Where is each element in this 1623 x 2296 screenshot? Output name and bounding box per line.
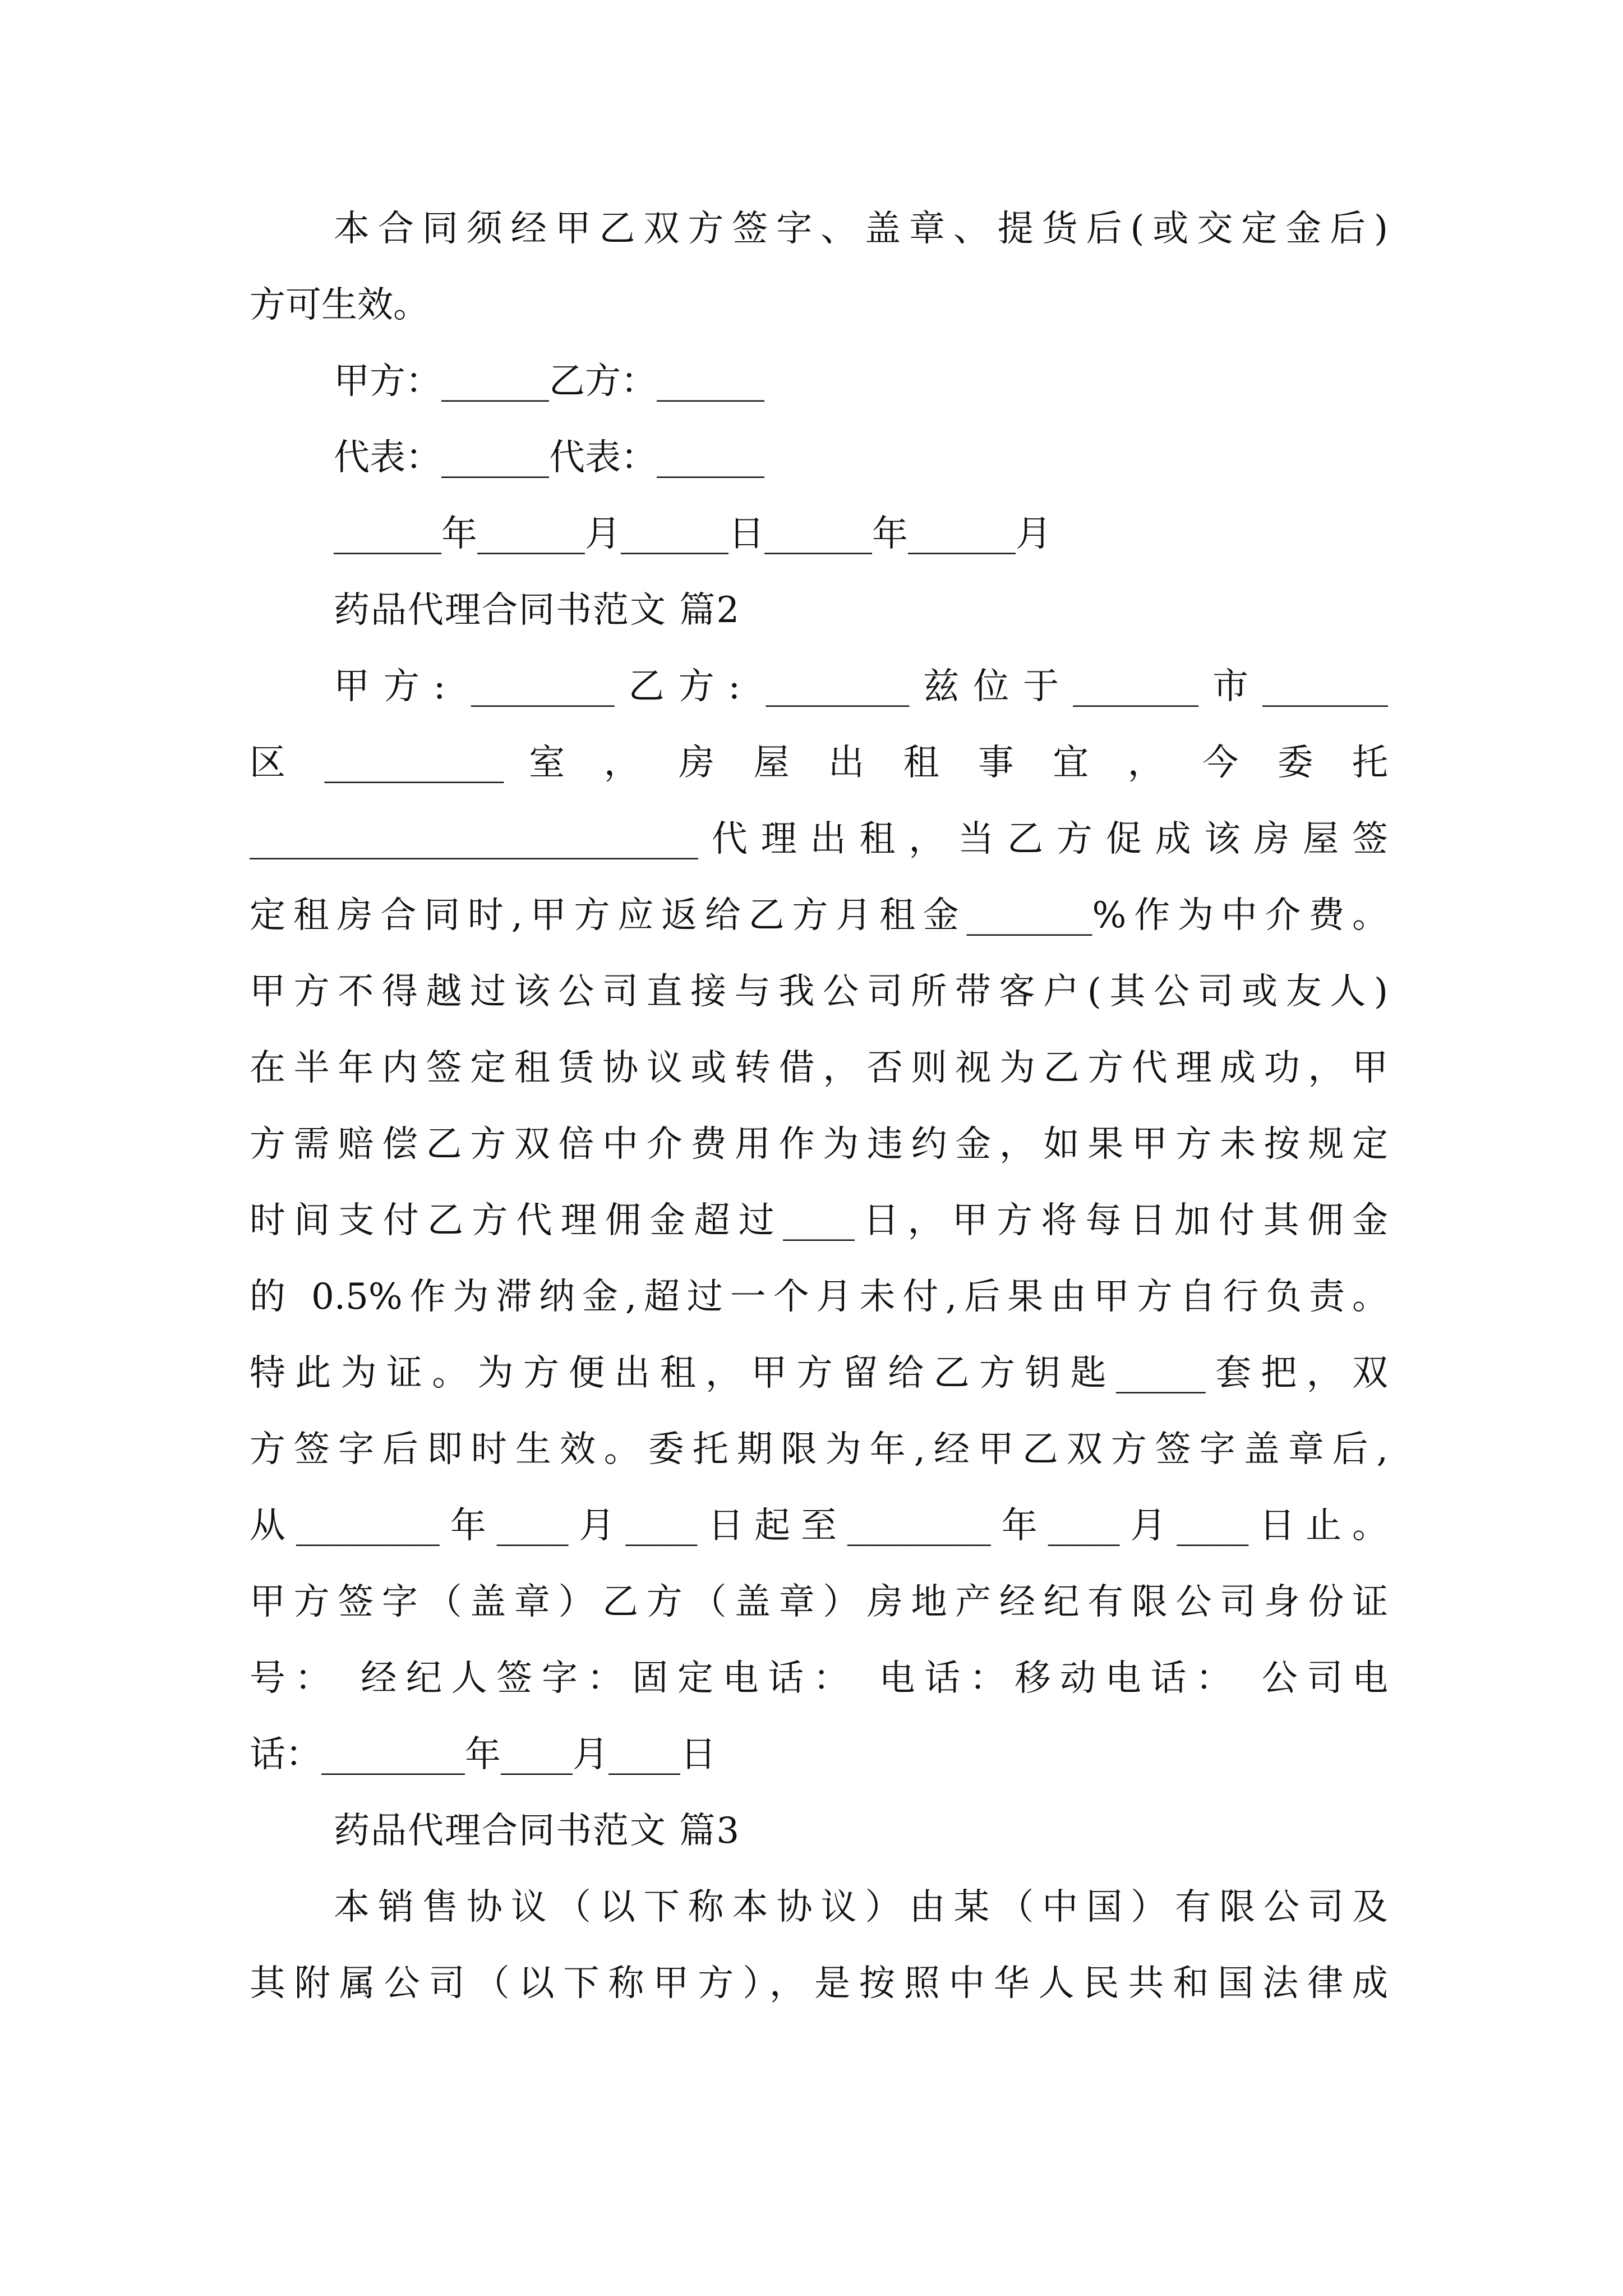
paragraph-line: 特此为证。为方便出租，甲方留给乙方钥匙_____套把，双 — [250, 1352, 1388, 1394]
paragraph-line: 在半年内签定租赁协议或转借，否则视为乙方代理成功，甲 — [250, 1047, 1388, 1089]
paragraph-line: 号： 经纪人签字：固定电话： 电话：移动电话： 公司电 — [250, 1658, 1388, 1699]
section-heading-3: 药品代理合同书范文 篇3 — [334, 1810, 741, 1852]
paragraph-line: 甲方不得越过该公司直接与我公司所带客户(其公司或友人) — [250, 971, 1388, 1013]
paragraph-line: 区 __________ 室 ， 房 屋 出 租 事 宜 ， 今 委 托 — [250, 742, 1388, 784]
paragraph-line: 方需赔偿乙方双倍中介费用作为违约金，如果甲方未按规定 — [250, 1124, 1388, 1165]
paragraph-line: 甲方签字（盖章）乙方（盖章）房地产经纪有限公司身份证 — [250, 1581, 1388, 1623]
paragraph-line: 方签字后即时生效。委托期限为年,经甲乙双方签字盖章后, — [250, 1429, 1388, 1470]
document-page — [250, 191, 1388, 2022]
paragraph-line: 方可生效。 — [250, 284, 429, 326]
paragraph-line: 其附属公司（以下称甲方），是按照中华人民共和国法律成 — [250, 1963, 1388, 2004]
signature-line-date: ______年______月______日______年______月 — [334, 513, 1052, 555]
paragraph-line: 话：________年____月____日 — [250, 1734, 716, 1775]
paragraph-line: 定租房合同时,甲方应返给乙方月租金_______%作为中介费。 — [250, 895, 1388, 936]
paragraph-line: 本销售协议（以下称本协议）由某（中国）有限公司及 — [334, 1887, 1388, 1928]
paragraph-line: _________________________代理出租，当乙方促成该房屋签 — [250, 818, 1388, 860]
paragraph-line: 从________年____月____日起至________年____月____日止。 — [250, 1505, 1388, 1547]
paragraph-line: 时间支付乙方代理佣金超过____日，甲方将每日加付其佣金 — [250, 1200, 1388, 1241]
section-heading-2: 药品代理合同书范文 篇2 — [334, 590, 741, 631]
paragraph-line: 甲方: ________乙方: ________兹位于_______市_______ — [334, 666, 1388, 707]
paragraph-line: 本合同须经甲乙双方签字、盖章、提货后(或交定金后) — [334, 208, 1388, 250]
signature-line-party: 甲方：______乙方：______ — [334, 361, 764, 402]
paragraph-line: 的 0.5%作为滞纳金,超过一个月未付,后果由甲方自行负责。 — [250, 1276, 1388, 1318]
signature-line-representative: 代表：______代表：______ — [334, 437, 764, 478]
